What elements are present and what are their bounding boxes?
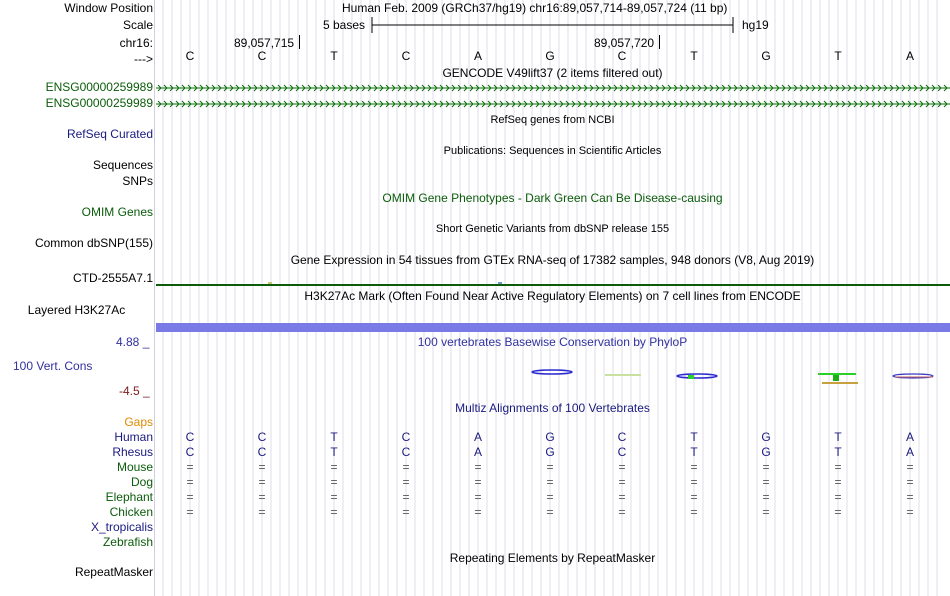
alignment-cell: T xyxy=(330,445,338,459)
base-letter: A xyxy=(905,49,914,63)
alignment-cell: = xyxy=(618,490,626,504)
alignment-cell: = xyxy=(186,460,194,474)
alignment-cell: = xyxy=(258,490,266,504)
gencode-gene-label-1[interactable]: ENSG00000259989 xyxy=(45,80,153,94)
publications-track-title[interactable]: Publications: Sequences in Scientific Articles xyxy=(443,145,662,157)
conservation-track-title[interactable]: 100 vertebrates Basewise Conservation by PhyloP xyxy=(417,335,688,349)
alignment-cell: = xyxy=(402,505,410,519)
strand-label: ---> xyxy=(134,52,153,66)
species-label[interactable]: X_tropicalis xyxy=(90,520,153,534)
alignment-cell: G xyxy=(761,430,771,444)
alignment-cell: = xyxy=(258,475,266,489)
base-letter: C xyxy=(617,49,627,63)
alignment-cell: = xyxy=(474,505,482,519)
alignment-cell: G xyxy=(545,445,555,459)
gencode-track-title[interactable]: GENCODE V49lift37 (2 items filtered out) xyxy=(442,66,663,80)
base-letter: C xyxy=(257,49,267,63)
gaps-track-label[interactable]: Gaps xyxy=(124,415,153,429)
alignment-cell: = xyxy=(834,460,842,474)
base-letter: T xyxy=(690,49,698,63)
alignment-cell: T xyxy=(690,445,698,459)
scale-assembly: hg19 xyxy=(742,18,769,32)
alignment-cell: C xyxy=(185,430,195,444)
alignment-cell: = xyxy=(546,475,554,489)
gencode-gene-label-2[interactable]: ENSG00000259989 xyxy=(45,96,153,110)
scale-value: 5 bases xyxy=(323,18,366,32)
alignment-cell: = xyxy=(834,475,842,489)
conservation-track-label[interactable]: 100 Vert. Cons xyxy=(13,359,93,373)
alignment-cell: C xyxy=(617,445,627,459)
alignment-cell: = xyxy=(690,475,698,489)
refseq-track-title[interactable]: RefSeq genes from NCBI xyxy=(490,114,615,126)
alignment-cell: C xyxy=(185,445,195,459)
scale-bar xyxy=(370,16,736,34)
dbsnp-track-title[interactable]: Short Genetic Variants from dbSNP release 155 xyxy=(435,223,670,235)
alignment-cell: = xyxy=(762,475,770,489)
alignment-cell: = xyxy=(330,475,338,489)
window-position-value: Human Feb. 2009 (GRCh37/hg19) chr16:89,057,714-89,057,724 (11 bp) xyxy=(342,1,728,15)
species-label[interactable]: Elephant xyxy=(105,490,153,504)
alignment-cell: = xyxy=(330,460,338,474)
alignment-cell: C xyxy=(401,430,411,444)
alignment-cell: G xyxy=(545,430,555,444)
alignment-cell: = xyxy=(762,490,770,504)
alignment-cell: = xyxy=(690,505,698,519)
base-letter: T xyxy=(834,49,842,63)
alignment-cell: = xyxy=(906,505,914,519)
coord-label-1: 89,057,715 xyxy=(234,36,295,50)
alignment-cell: = xyxy=(762,460,770,474)
alignment-cell: = xyxy=(402,475,410,489)
omim-track-title[interactable]: OMIM Gene Phenotypes - Dark Green Can Be Disease-causing xyxy=(382,191,723,205)
alignment-cell: C xyxy=(257,430,267,444)
chrom-label: chr16: xyxy=(119,36,153,50)
window-position-label: Window Position xyxy=(64,1,153,15)
gtex-track-label[interactable]: CTD-2555A7.1 xyxy=(72,271,153,285)
repeatmasker-track-label[interactable]: RepeatMasker xyxy=(74,565,153,579)
base-letter: G xyxy=(761,49,771,63)
alignment-cell: = xyxy=(834,490,842,504)
dbsnp-track-label[interactable]: Common dbSNP(155) xyxy=(34,236,153,250)
alignment-cell: C xyxy=(401,445,411,459)
gtex-gene-bar[interactable] xyxy=(156,284,950,286)
alignment-cell: C xyxy=(257,445,267,459)
alignment-cell: = xyxy=(906,460,914,474)
alignment-cell: T xyxy=(834,430,842,444)
refseq-track-label[interactable]: RefSeq Curated xyxy=(66,127,153,141)
h3k27ac-signal-bar[interactable] xyxy=(156,323,950,332)
alignment-cell: = xyxy=(330,505,338,519)
cons-min-label: -4.5 _ xyxy=(119,384,150,398)
alignment-cell: A xyxy=(473,445,482,459)
alignment-cell: = xyxy=(546,490,554,504)
sequences-track-label[interactable]: Sequences xyxy=(92,158,153,172)
alignment-cell: = xyxy=(690,460,698,474)
gencode-gene-feature-2[interactable] xyxy=(156,99,950,109)
base-letter: C xyxy=(185,49,195,63)
alignment-cell: = xyxy=(186,490,194,504)
alignment-cell: = xyxy=(474,475,482,489)
multiz-alignment xyxy=(0,430,950,550)
base-letter: T xyxy=(330,49,338,63)
alignment-cell: = xyxy=(906,475,914,489)
coord-label-2: 89,057,720 xyxy=(594,36,655,50)
species-label[interactable]: Rhesus xyxy=(112,445,153,459)
alignment-cell: = xyxy=(186,505,194,519)
alignment-cell: A xyxy=(905,430,914,444)
alignment-cell: = xyxy=(618,460,626,474)
alignment-cell: T xyxy=(834,445,842,459)
base-letter: C xyxy=(401,49,411,63)
species-label[interactable]: Zebrafish xyxy=(102,535,153,549)
alignment-cell: = xyxy=(618,475,626,489)
conservation-plot[interactable] xyxy=(156,362,950,390)
multiz-track-title[interactable]: Multiz Alignments of 100 Vertebrates xyxy=(455,401,650,415)
alignment-cell: = xyxy=(186,475,194,489)
alignment-cell: = xyxy=(546,460,554,474)
alignment-cell: = xyxy=(330,490,338,504)
alignment-cell: = xyxy=(906,490,914,504)
snps-track-label[interactable]: SNPs xyxy=(122,174,153,188)
repeatmasker-track-title[interactable]: Repeating Elements by RepeatMasker xyxy=(449,551,656,565)
alignment-cell: A xyxy=(473,430,482,444)
alignment-cell: = xyxy=(258,505,266,519)
alignment-cell: = xyxy=(258,460,266,474)
base-letter: G xyxy=(545,49,555,63)
species-label[interactable]: Human xyxy=(114,430,153,444)
gencode-gene-feature-1[interactable] xyxy=(156,83,950,93)
coord-tick-2 xyxy=(659,35,660,49)
gtex-marker-1 xyxy=(268,282,272,284)
alignment-cell: = xyxy=(402,490,410,504)
alignment-cell: A xyxy=(905,445,914,459)
alignment-cell: = xyxy=(762,505,770,519)
omim-track-label[interactable]: OMIM Genes xyxy=(81,205,153,219)
h3k27ac-track-title[interactable]: H3K27Ac Mark (Often Found Near Active Regulatory Elements) on 7 cell lines from ENCODE xyxy=(304,289,801,303)
alignment-cell: G xyxy=(761,445,771,459)
gtex-marker-2 xyxy=(498,282,502,284)
alignment-cell: = xyxy=(402,460,410,474)
species-label[interactable]: Mouse xyxy=(116,460,153,474)
cons-max-label: 4.88 _ xyxy=(116,335,150,349)
scale-label: Scale xyxy=(122,18,153,32)
alignment-cell: = xyxy=(546,505,554,519)
h3k27ac-track-label[interactable]: Layered H3K27Ac xyxy=(27,303,126,317)
alignment-cell: = xyxy=(618,505,626,519)
species-label[interactable]: Dog xyxy=(130,475,153,489)
alignment-cell: C xyxy=(617,430,627,444)
alignment-cell: T xyxy=(330,430,338,444)
alignment-cell: T xyxy=(690,430,698,444)
base-letter: A xyxy=(473,49,482,63)
alignment-cell: = xyxy=(834,505,842,519)
gtex-track-title[interactable]: Gene Expression in 54 tissues from GTEx RNA-seq of 17382 samples, 948 donors (V8, Aug 2019) xyxy=(290,253,815,267)
coord-tick-1 xyxy=(299,35,300,49)
species-label[interactable]: Chicken xyxy=(109,505,153,519)
alignment-cell: = xyxy=(474,460,482,474)
base-sequence-row xyxy=(0,49,950,65)
alignment-cell: = xyxy=(474,490,482,504)
alignment-cell: = xyxy=(690,490,698,504)
